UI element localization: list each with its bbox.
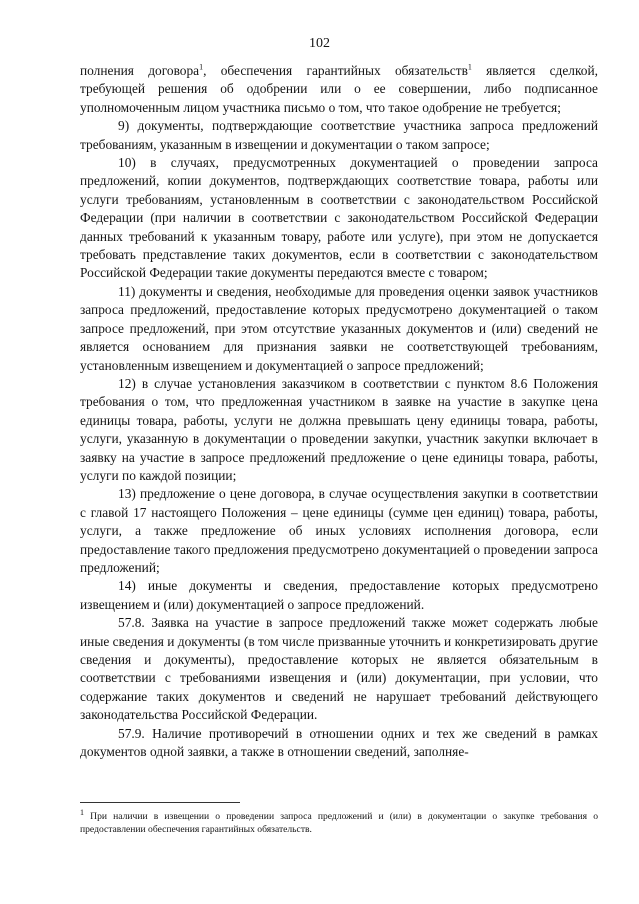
text-fragment: является сделкой, требующей решения об одобрении или о ее совершении, либо подписанное уполномоченным лицом участника письмо о том, что такое одобрение не требуется; [80,63,599,115]
paragraph-item-10: 10) в случаях, предусмотренных документацией о проведении запроса предложений, копии документов, подтверждающих соответствие товара, работы или услуги требованиям, установленным в соответствии с законодательством Российской Федерации (при наличии в соответствии с законодательством Российской Федерации данных требований к указанным товару, работе или услуге), при этом не допускается требовать представление таких документов, если в соответствии с законодательством Российской Федерации такие документы передаются вместе с товаром; [80,155,598,281]
paragraph-clause-57-9: 57.9. Наличие противоречий в отношении одних и тех же сведений в рамках документов одной заявки, а также в отношении сведений, заполняе- [80,725,598,760]
paragraph-item-14: 14) иные документы и сведения, предоставление которых предусмотрено извещением и (или) документацией о запросе предложений. [80,578,598,612]
paragraph-item-13: 13) предложение о цене договора, в случае осуществления закупки в соответствии с главой 17 настоящего Положения – цене единицы (сумме цен единиц) товара, работы, услуги, а также предложение об иных условиях исполнения договора, если предоставление такого предложения предусмотрено документацией о проведении запроса предложений; [80,486,598,575]
page-number: 102 [309,36,330,51]
text-fragment: полнения договора [80,63,200,78]
footnote-marker: 1 [80,807,84,817]
footnote-reference: 1 [199,62,204,72]
paragraph-item-11: 11) документы и сведения, необходимые для проведения оценки заявок участников запроса предложений, предоставление которых предусмотрено документацией о таком запросе предложений, при этом отсутствие указанных документов и (или) сведений не является основанием для признания заявки не соответствующей требованиям, установленным извещением и документацией о запросе предложений; [80,283,598,373]
footnote-text: При наличии в извещении о проведении запроса предложений и (или) в документации о закупке требования о предоставлении обеспечения гарантийных обязательств. [80,811,598,835]
paragraph-item-9: 9) документы, подтверждающие соответствие участника запроса предложений требованиям, указанным в извещении и документации о таком запросе; [80,118,598,152]
footnote-divider [80,802,240,803]
text-fragment: , обеспечения гарантийных обязательств [203,63,468,78]
footnote [80,807,598,836]
paragraph-continuation [80,62,598,117]
body-text [80,62,598,761]
footnote-reference: 1 [467,62,472,72]
paragraph-clause-57-8: 57.8. Заявка на участие в запросе предложений также может содержать любые иные сведения и документы (в том числе призванные уточнить и конкретизировать другие сведения и документы), предоставление которых не является обязательным в соответствии с требованиями извещения и (или) документации, при условии, что содержание таких документов и сведений не нарушает требований действующего законодательства Российской Федерации. [80,615,598,723]
paragraph-item-12: 12) в случае установления заказчиком в соответствии с пунктом 8.6 Положения требования о том, что предложенная участником в заявке на участие в закупке цена единицы товара, работы, услуги не должна превышать цену единицы товара, работы, услуги, указанную в документации о проведении закупки, участник закупки включает в заявку на участие в запросе предложений предложение о цене единицы товара, работы, услуги по каждой позиции; [80,375,598,483]
